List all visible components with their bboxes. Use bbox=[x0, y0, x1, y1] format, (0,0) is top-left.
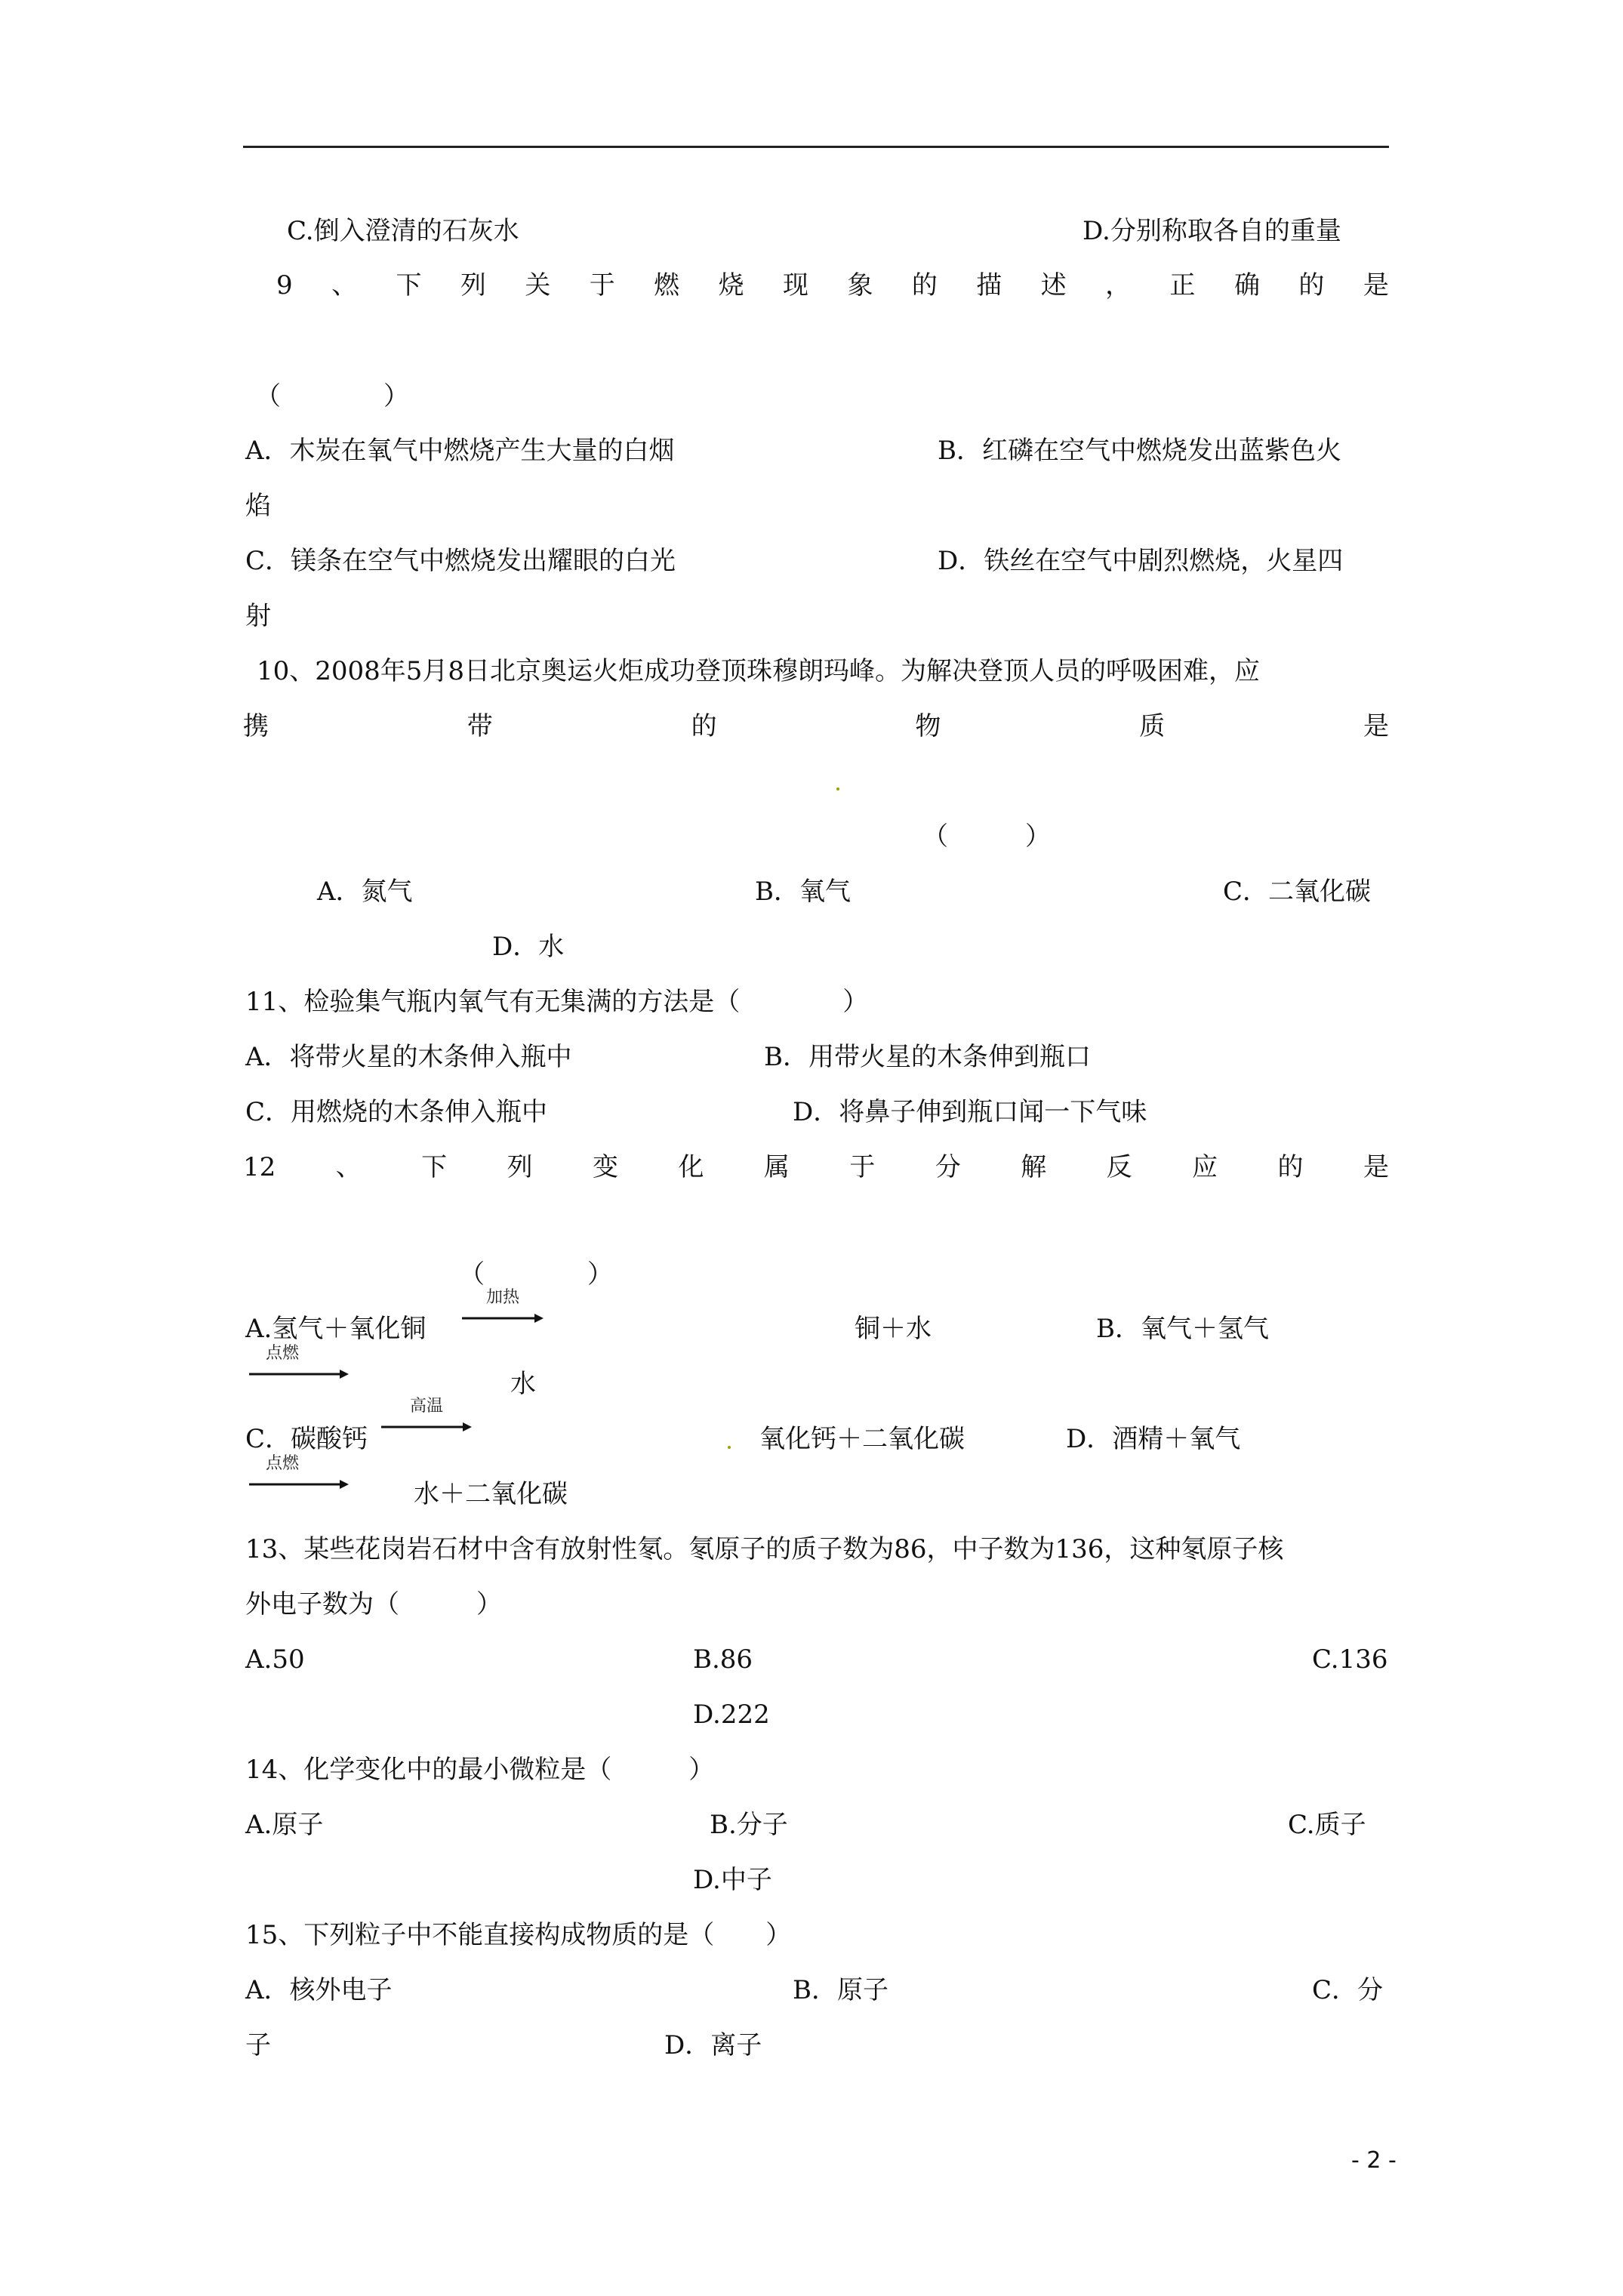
q12-option-a-arrow bbox=[462, 1290, 544, 1327]
q11-option-d: D．将鼻子伸到瓶口闻一下气味 bbox=[793, 1097, 1147, 1127]
q13-option-d: D.222 bbox=[693, 1700, 770, 1730]
q15-option-b: B．原子 bbox=[793, 1975, 888, 2005]
q11-stem: 11、检验集气瓶内氧气有无集满的方法是（ ） bbox=[245, 987, 869, 1017]
q9-char: 是 bbox=[1363, 270, 1389, 300]
right-arrow-icon bbox=[462, 1312, 544, 1324]
q12-char: 反 bbox=[1106, 1152, 1132, 1182]
q12-option-d-condition: 点燃 bbox=[266, 1454, 300, 1473]
q13-option-a: A.50 bbox=[245, 1644, 305, 1675]
q12-char: 于 bbox=[849, 1152, 876, 1182]
q14-option-d: D.中子 bbox=[693, 1865, 772, 1895]
q9-number: 9 bbox=[276, 270, 293, 300]
q8-option-d: D.分别称取各自的重量 bbox=[1083, 216, 1341, 246]
q12-option-c-condition: 高温 bbox=[409, 1397, 443, 1416]
q12-stem bbox=[243, 1152, 1389, 1182]
q12-char: 的 bbox=[1277, 1152, 1304, 1182]
q12-option-a-condition: 加热 bbox=[485, 1288, 519, 1307]
q12-option-c-arrow bbox=[381, 1398, 472, 1436]
q12-option-b-condition: 点燃 bbox=[266, 1344, 300, 1363]
q15-option-c: C．分 bbox=[1312, 1975, 1384, 2005]
q9-option-d: D．铁丝在空气中剧烈燃烧，火星四 bbox=[938, 546, 1344, 576]
q10-option-c: C．二氧化碳 bbox=[1223, 877, 1372, 907]
q14-option-c: C.质子 bbox=[1288, 1810, 1366, 1840]
stray-dot bbox=[728, 1446, 731, 1449]
q9-char: ， bbox=[1105, 270, 1132, 300]
q12-option-b-reactants: B．氧气＋氢气 bbox=[1096, 1314, 1269, 1344]
q10-char: 带 bbox=[467, 711, 493, 741]
q13-stem-line1: 13、某些花岗岩石材中含有放射性氡。氡原子的质子数为86，中子数为136，这种氡原子核 bbox=[245, 1534, 1284, 1564]
q10-char: 的 bbox=[691, 711, 717, 741]
q11-option-b: B．用带火星的木条伸到瓶口 bbox=[764, 1042, 1091, 1072]
q9-char: 燃 bbox=[654, 270, 680, 300]
stray-dot bbox=[836, 787, 839, 791]
q9-char: 的 bbox=[1298, 270, 1325, 300]
q12-option-b-arrow bbox=[249, 1345, 349, 1383]
q9-char: 烧 bbox=[718, 270, 744, 300]
q12-char: 属 bbox=[763, 1152, 790, 1182]
q9-char: 现 bbox=[783, 270, 809, 300]
q9-char: 正 bbox=[1169, 270, 1196, 300]
q12-option-a-reactants: A.氢气＋氧化铜 bbox=[245, 1314, 427, 1344]
q9-option-d-wrap: 射 bbox=[245, 601, 271, 631]
q12-char: 解 bbox=[1021, 1152, 1047, 1182]
q12-char: 变 bbox=[593, 1152, 619, 1182]
q10-char: 质 bbox=[1139, 711, 1166, 741]
q13-stem-line2: 外电子数为（ ） bbox=[245, 1589, 502, 1620]
q12-separator: 、 bbox=[335, 1152, 362, 1182]
q8-option-c: C.倒入澄清的石灰水 bbox=[287, 216, 519, 246]
q12-option-c-products: 氧化钙＋二氧化碳 bbox=[759, 1424, 965, 1454]
header-rule bbox=[243, 146, 1389, 148]
q12-char: 是 bbox=[1363, 1152, 1389, 1182]
q9-char: 的 bbox=[911, 270, 938, 300]
q12-char: 化 bbox=[678, 1152, 704, 1182]
q12-option-c-reactants: C．碳酸钙 bbox=[245, 1424, 368, 1454]
q9-option-b: B．红磷在空气中燃烧发出蓝紫色火 bbox=[938, 436, 1341, 466]
q10-stem-line2 bbox=[243, 711, 1389, 741]
q9-answer-blank: （ ） bbox=[255, 381, 409, 411]
q12-char: 分 bbox=[935, 1152, 961, 1182]
q12-option-b-products: 水 bbox=[510, 1369, 536, 1399]
q9-separator: 、 bbox=[331, 270, 358, 300]
q14-option-a: A.原子 bbox=[245, 1810, 324, 1840]
q10-char: 物 bbox=[915, 711, 941, 741]
q12-char: 应 bbox=[1192, 1152, 1218, 1182]
q10-stem-line1: 10、2008年5月8日北京奥运火炬成功登顶珠穆朗玛峰。为解决登顶人员的呼吸困难，应 bbox=[257, 656, 1261, 686]
q15-option-d: D．离子 bbox=[664, 2030, 762, 2060]
q15-option-c-wrap: 子 bbox=[245, 2030, 271, 2060]
q12-option-d-reactants: D．酒精＋氧气 bbox=[1066, 1424, 1241, 1454]
q9-option-c: C．镁条在空气中燃烧发出耀眼的白光 bbox=[245, 546, 676, 576]
q9-char: 确 bbox=[1233, 270, 1260, 300]
q9-option-b-wrap: 焰 bbox=[245, 491, 271, 521]
right-arrow-icon bbox=[249, 1478, 349, 1490]
q10-char: 携 bbox=[243, 711, 269, 741]
q9-option-a: A．木炭在氧气中燃烧产生大量的白烟 bbox=[245, 436, 675, 466]
page-number: - 2 - bbox=[1351, 2147, 1397, 2174]
q13-option-c: C.136 bbox=[1312, 1644, 1388, 1675]
q9-char: 象 bbox=[847, 270, 873, 300]
q14-option-b: B.分子 bbox=[710, 1810, 788, 1840]
q9-char: 述 bbox=[1040, 270, 1067, 300]
q12-option-a-products: 铜＋水 bbox=[855, 1314, 932, 1344]
q9-stem bbox=[276, 270, 1389, 300]
q11-option-c: C．用燃烧的木条伸入瓶中 bbox=[245, 1097, 548, 1127]
q9-char: 描 bbox=[976, 270, 1002, 300]
q12-option-d-products: 水＋二氧化碳 bbox=[414, 1479, 568, 1509]
right-arrow-icon bbox=[249, 1368, 349, 1380]
q15-stem: 15、下列粒子中不能直接构成物质的是（ ） bbox=[245, 1920, 792, 1950]
q10-option-a: A．氮气 bbox=[317, 877, 413, 907]
q14-stem: 14、化学变化中的最小微粒是（ ） bbox=[245, 1755, 715, 1785]
q10-char: 是 bbox=[1363, 711, 1389, 741]
q10-option-b: B．氧气 bbox=[755, 877, 851, 907]
q10-option-d: D．水 bbox=[492, 932, 565, 962]
q10-answer-blank: （ ） bbox=[922, 821, 1051, 852]
q15-option-a: A．核外电子 bbox=[245, 1975, 393, 2005]
q9-char: 列 bbox=[460, 270, 486, 300]
q12-char: 列 bbox=[507, 1152, 533, 1182]
q12-answer-blank: （ ） bbox=[459, 1259, 613, 1290]
q12-char: 下 bbox=[421, 1152, 448, 1182]
right-arrow-icon bbox=[381, 1421, 472, 1433]
q9-char: 下 bbox=[396, 270, 422, 300]
q12-number: 12 bbox=[243, 1152, 276, 1182]
q9-char: 关 bbox=[525, 270, 551, 300]
q11-option-a: A．将带火星的木条伸入瓶中 bbox=[245, 1042, 572, 1072]
q9-char: 于 bbox=[589, 270, 615, 300]
q12-option-d-arrow bbox=[249, 1456, 349, 1493]
q13-option-b: B.86 bbox=[693, 1644, 753, 1675]
